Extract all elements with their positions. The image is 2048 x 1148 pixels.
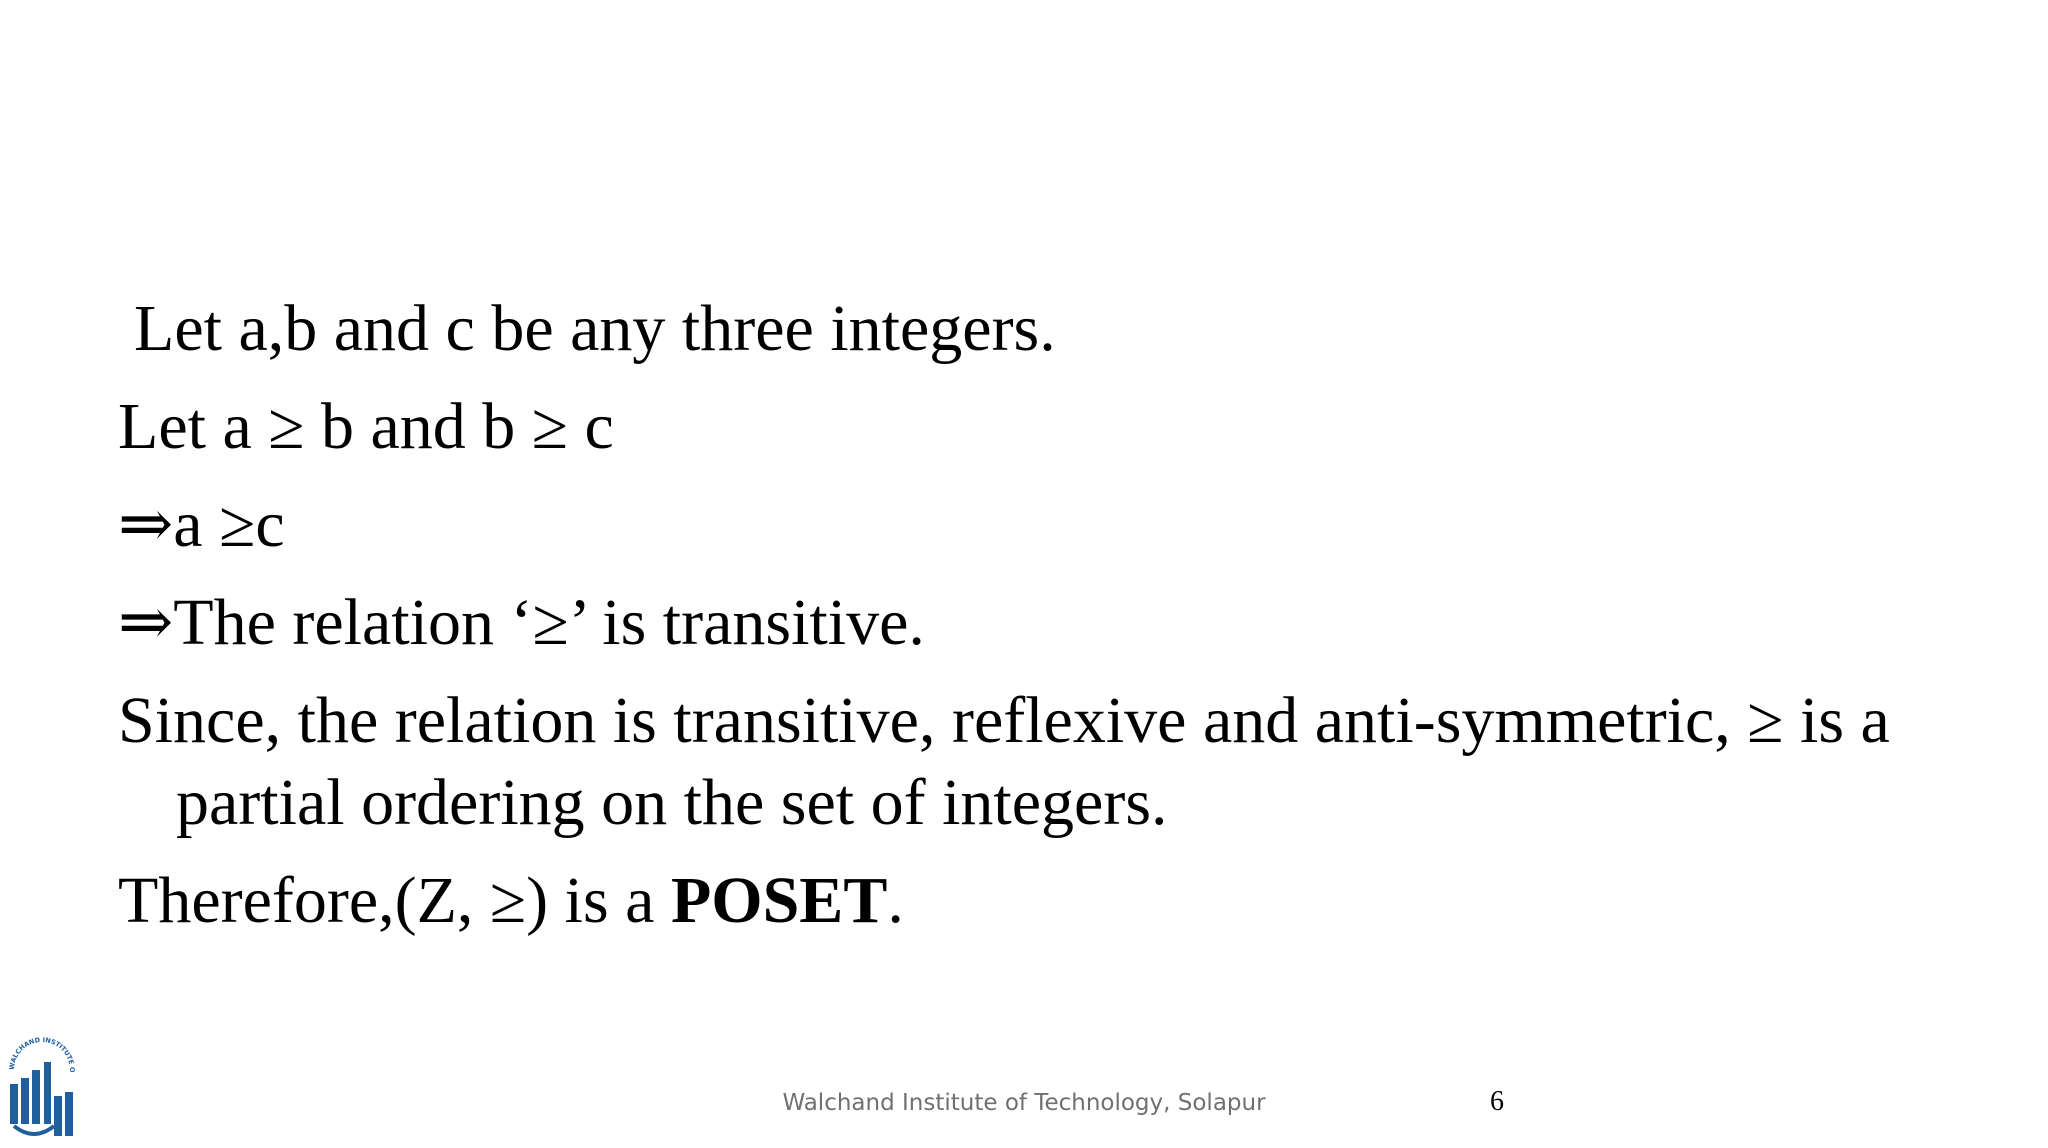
conclusion-line bbox=[118, 852, 1968, 950]
implication-line-2: ⇒The relation ‘≥’ is transitive. bbox=[118, 586, 925, 659]
statement-line-1: Let a,b and c be any three integers. bbox=[134, 292, 1056, 365]
statement-line-2: Let a ≥ b and b ≥ c bbox=[118, 390, 614, 463]
conclusion-suffix: . bbox=[887, 864, 904, 937]
implication-line-1: ⇒a ≥c bbox=[118, 488, 285, 561]
page-number: 6 bbox=[1490, 1086, 1504, 1117]
walchand-logo-icon bbox=[4, 1022, 78, 1142]
poset-emphasis: POSET bbox=[670, 864, 888, 937]
svg-text:WALCHAND INSTITUTE OF TECHNOLO bbox=[4, 1022, 76, 1073]
conclusion-prefix: Therefore,(Z, ≥) is a bbox=[118, 864, 671, 937]
slide-body bbox=[118, 280, 1968, 950]
footer-institution: Walchand Institute of Technology, Solapur bbox=[782, 1090, 1266, 1116]
logo-arc-text: WALCHAND INSTITUTE O bbox=[7, 1035, 77, 1073]
since-paragraph: Since, the relation is transitive, reflexive and anti-symmetric, ≥ is a partial ordering on the set of integers. bbox=[118, 684, 1890, 839]
